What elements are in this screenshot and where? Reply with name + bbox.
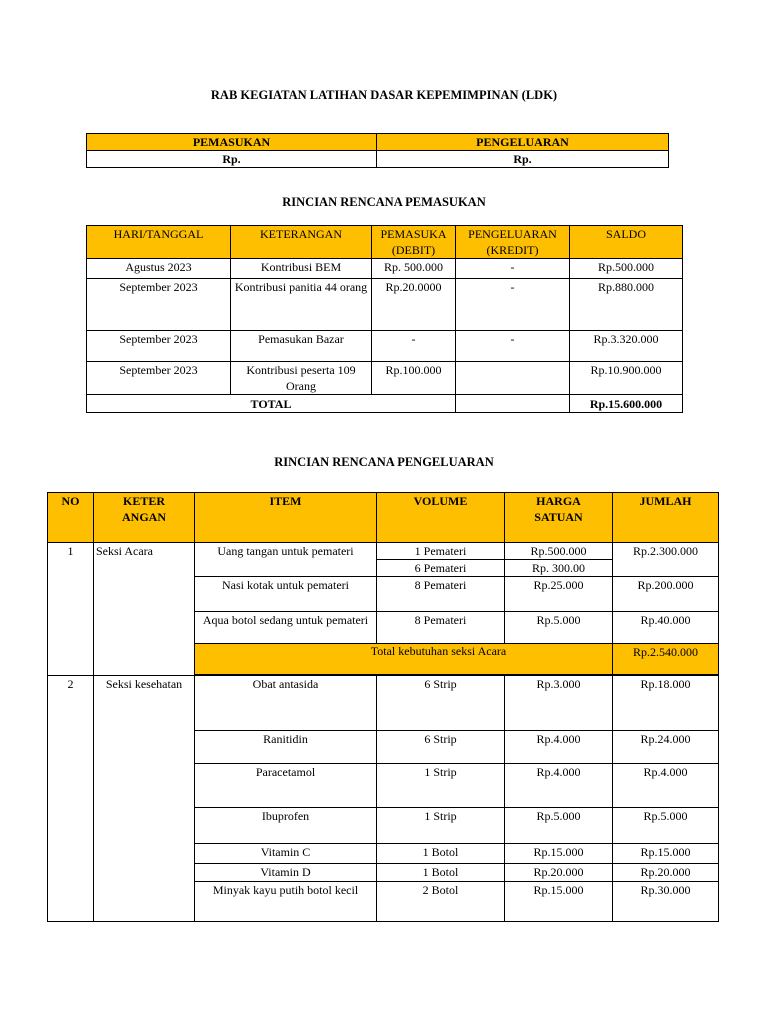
pengeluaran-table [47, 492, 719, 922]
table-row: 2 Seksi kesehatan Obat antasida 6 Strip Rp.3.000 Rp.18.000 [48, 676, 719, 731]
pemasukan-col-kredit: PENGELUARAN (KREDIT) [456, 226, 570, 259]
pengeluaran-col-keterangan: KETER ANGAN [94, 493, 195, 543]
table-row: Vitamin D 1 Botol Rp.20.000 Rp.20.000 [48, 864, 719, 882]
summary-value-pemasukan: Rp. [87, 151, 377, 168]
table-row: 6 Pemateri Rp. 300.00 [48, 560, 719, 577]
subtotal-value: Rp.2.540.000 [613, 644, 719, 675]
table-row: Ranitidin 6 Strip Rp.4.000 Rp.24.000 [48, 731, 719, 764]
table-row: Agustus 2023 Kontribusi BEM Rp. 500.000 - Rp.500.000 [87, 259, 683, 279]
section-keterangan: Seksi kesehatan [94, 676, 195, 922]
summary-header-pemasukan: PEMASUKAN [87, 134, 377, 151]
pemasukan-total-label: TOTAL [87, 395, 456, 413]
pengeluaran-col-item: ITEM [195, 493, 377, 543]
pengeluaran-col-harga: HARGA SATUAN [505, 493, 613, 543]
summary-table [86, 133, 669, 168]
subtotal-label: Total kebutuhan seksi Acara [195, 644, 613, 675]
pemasukan-total-row [87, 395, 683, 413]
pemasukan-col-keterangan: KETERANGAN [231, 226, 372, 259]
section-no: 1 [48, 543, 94, 676]
table-row: Paracetamol 1 Strip Rp.4.000 Rp.4.000 [48, 764, 719, 808]
table-row: Minyak kayu putih botol kecil 2 Botol Rp.15.000 Rp.30.000 [48, 882, 719, 922]
pengeluaran-heading: RINCIAN RENCANA PENGELUARAN [274, 455, 494, 469]
pengeluaran-header-row [48, 493, 719, 543]
table-row: September 2023 Kontribusi panitia 44 orang Rp.20.0000 - Rp.880.000 [87, 279, 683, 331]
table-row: September 2023 Pemasukan Bazar - - Rp.3.320.000 [87, 331, 683, 362]
pengeluaran-col-volume: VOLUME [377, 493, 505, 543]
summary-header-pengeluaran: PENGELUARAN [377, 134, 669, 151]
pemasukan-table [86, 225, 683, 413]
pemasukan-total-value: Rp.15.600.000 [570, 395, 683, 413]
table-row: 1 Seksi Acara Uang tangan untuk pemateri 1 Pemateri Rp.500.000 Rp.2.300.000 [48, 543, 719, 560]
table-row: Vitamin C 1 Botol Rp.15.000 Rp.15.000 [48, 844, 719, 864]
table-row: September 2023 Kontribusi peserta 109 Orang Rp.100.000 Rp.10.900.000 [87, 362, 683, 395]
pemasukan-heading: RINCIAN RENCANA PEMASUKAN [282, 195, 486, 209]
document-title: RAB KEGIATAN LATIHAN DASAR KEPEMIMPINAN (LDK) [210, 88, 558, 102]
pemasukan-header-row [87, 226, 683, 259]
table-row: Aqua botol sedang untuk pemateri 8 Pemateri Rp.5.000 Rp.40.000 [48, 612, 719, 644]
pengeluaran-col-jumlah: JUMLAH [613, 493, 719, 543]
table-row: Nasi kotak untuk pemateri 8 Pemateri Rp.25.000 Rp.200.000 [48, 577, 719, 612]
section-keterangan: Seksi Acara [94, 543, 195, 676]
section-no: 2 [48, 676, 94, 922]
table-row: Ibuprofen 1 Strip Rp.5.000 Rp.5.000 [48, 808, 719, 844]
pengeluaran-col-no: NO [48, 493, 94, 543]
summary-value-pengeluaran: Rp. [377, 151, 669, 168]
pemasukan-col-saldo: SALDO [570, 226, 683, 259]
pemasukan-col-tanggal: HARI/TANGGAL [87, 226, 231, 259]
pemasukan-col-debit: PEMASUKA (DEBIT) [372, 226, 456, 259]
